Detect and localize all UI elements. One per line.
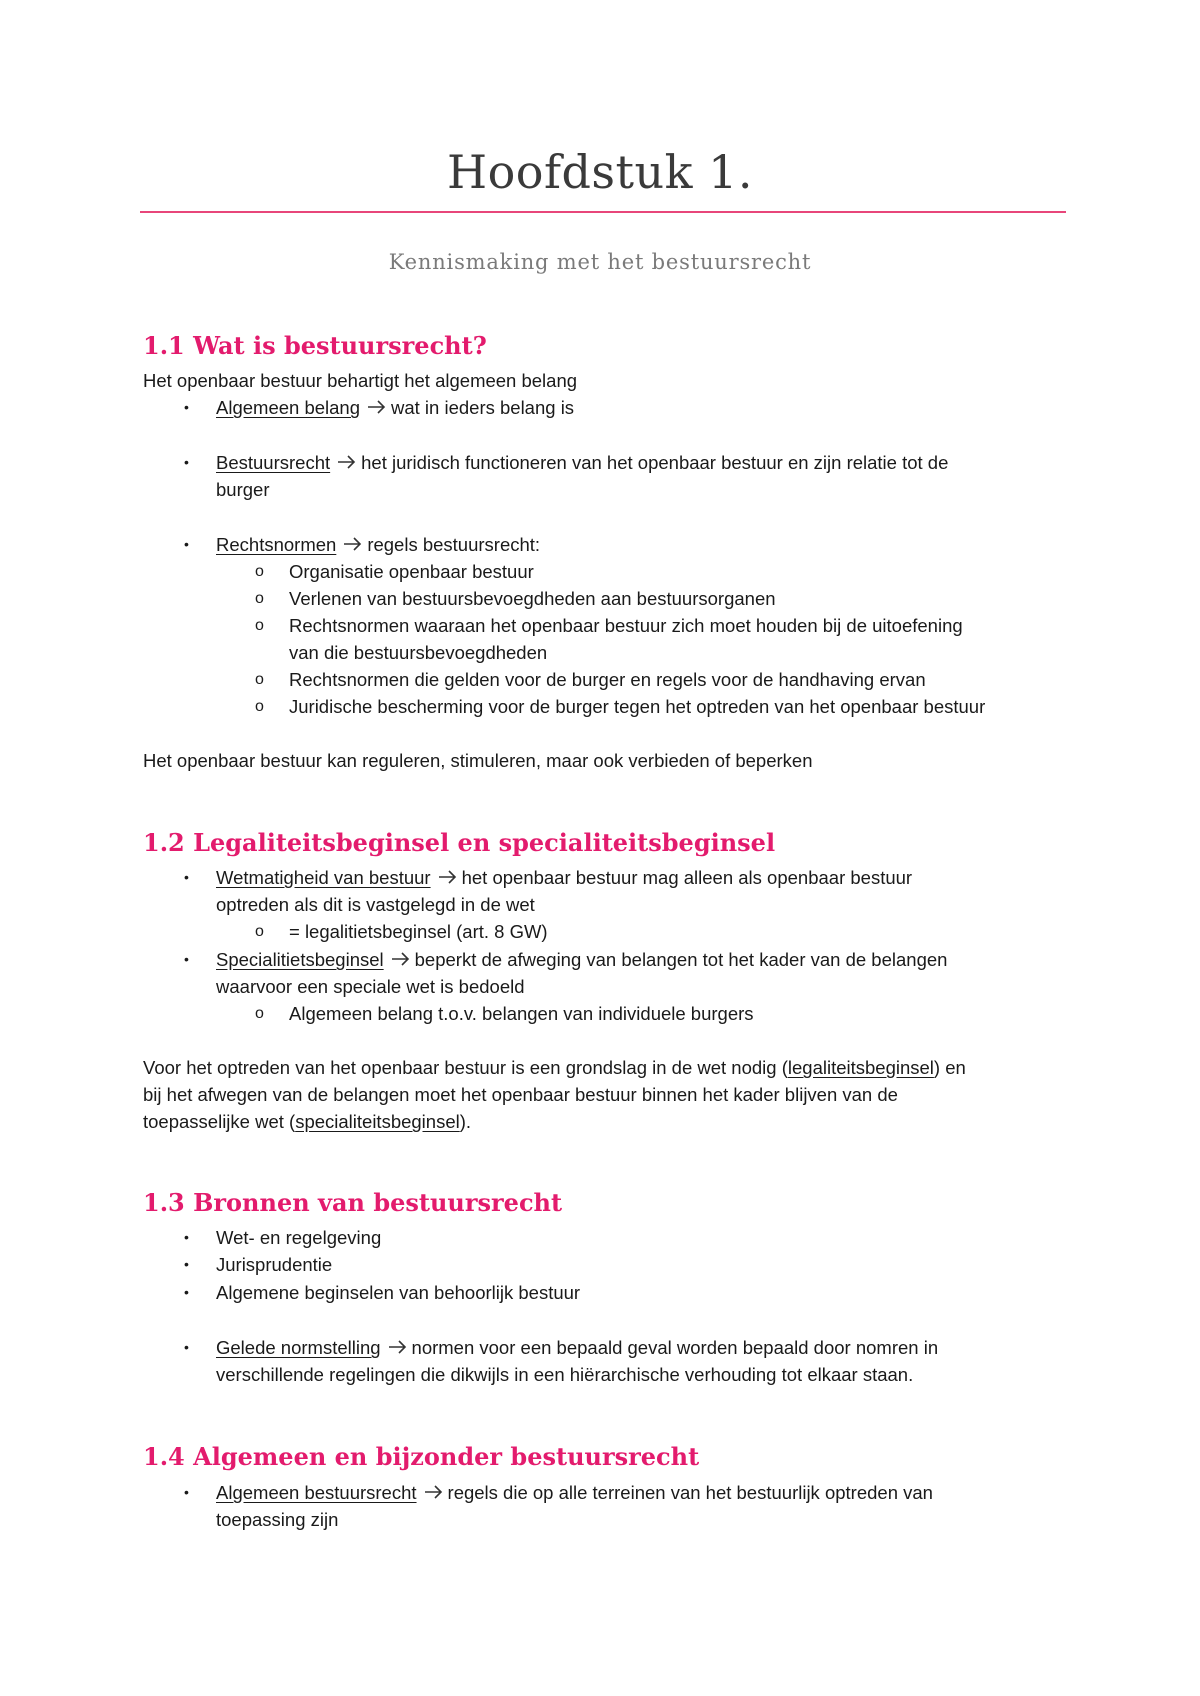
list-item <box>216 1334 938 1361</box>
paragraph-line <box>143 1054 966 1081</box>
sub-list-item: Rechtsnormen waaraan het openbaar bestuur zich moet houden bij de uitoefening <box>289 615 963 636</box>
list-item <box>216 531 540 558</box>
bullet: • <box>184 1256 189 1272</box>
list-item <box>216 864 912 891</box>
sub-list-item-continuation: van die bestuursbevoegdheden <box>289 642 548 663</box>
definition: het juridisch functioneren van het openbaar bestuur en zijn relatie tot de <box>361 452 949 473</box>
paragraph-line <box>143 1108 471 1135</box>
title-divider <box>140 211 1066 213</box>
bullet: • <box>184 536 189 552</box>
definition: wat in ieders belang is <box>391 397 575 418</box>
bullet: • <box>184 1284 189 1300</box>
bullet: • <box>184 869 189 885</box>
term: specialiteitsbeginsel <box>295 1111 460 1132</box>
term: Algemeen bestuursrecht <box>216 1482 417 1503</box>
section-heading-1-4: 1.4 Algemeen en bijzonder bestuursrecht <box>143 1442 700 1471</box>
term: Gelede normstelling <box>216 1337 381 1358</box>
bullet: • <box>184 951 189 967</box>
term: legaliteitsbeginsel <box>787 1057 934 1078</box>
section-heading-1-1: 1.1 Wat is bestuursrecht? <box>143 331 487 360</box>
list-item-continuation: verschillende regelingen die dikwijls in een hiërarchische verhouding tot elkaar staan. <box>216 1364 914 1385</box>
list-item-continuation: burger <box>216 479 270 500</box>
term: Wetmatigheid van bestuur <box>216 867 431 888</box>
section-heading-1-3: 1.3 Bronnen van bestuursrecht <box>143 1188 563 1217</box>
definition: regels bestuursrecht: <box>367 534 541 555</box>
page-title: Hoofdstuk 1. <box>446 145 754 199</box>
list-item <box>216 394 574 421</box>
list-item: Algemene beginselen van behoorlijk bestuur <box>216 1282 581 1303</box>
section-heading-1-2: 1.2 Legaliteitsbeginsel en specialiteitsbeginsel <box>143 828 776 857</box>
bullet: • <box>184 1229 189 1245</box>
list-item-continuation: toepassing zijn <box>216 1509 339 1530</box>
paragraph: Het openbaar bestuur behartigt het algemeen belang <box>143 370 578 391</box>
sub-bullet: o <box>255 671 264 688</box>
text: ) en <box>933 1057 966 1078</box>
definition: het openbaar bestuur mag alleen als openbaar bestuur <box>461 867 913 888</box>
arrow-right-icon <box>342 535 364 553</box>
bullet: • <box>184 399 189 415</box>
arrow-right-icon <box>390 950 412 968</box>
bullet: • <box>184 1339 189 1355</box>
text: Voor het optreden van het openbaar bestuur is een grondslag in de wet nodig ( <box>143 1057 788 1078</box>
bullet: • <box>184 454 189 470</box>
sub-bullet: o <box>255 617 264 634</box>
definition: normen voor een bepaald geval worden bepaald door nomren in <box>411 1337 939 1358</box>
sub-bullet: o <box>255 590 264 607</box>
page-subtitle: Kennismaking met het bestuursrecht <box>388 250 812 274</box>
sub-bullet: o <box>255 923 264 940</box>
paragraph: Het openbaar bestuur kan reguleren, stimuleren, maar ook verbieden of beperken <box>143 750 813 771</box>
arrow-right-icon <box>437 868 459 886</box>
list-item-continuation: optreden als dit is vastgelegd in de wet <box>216 894 535 915</box>
list-item: Jurisprudentie <box>216 1254 333 1275</box>
arrow-right-icon <box>336 453 358 471</box>
sub-list-item: Organisatie openbaar bestuur <box>289 561 534 582</box>
list-item <box>216 946 947 973</box>
term: Specialitietsbeginsel <box>216 949 384 970</box>
arrow-right-icon <box>366 398 388 416</box>
arrow-right-icon <box>387 1338 409 1356</box>
term: Rechtsnormen <box>216 534 337 555</box>
sub-bullet: o <box>255 563 264 580</box>
sub-list-item: Verlenen van bestuursbevoegdheden aan bestuursorganen <box>289 588 776 609</box>
sub-list-item: Algemeen belang t.o.v. belangen van individuele burgers <box>289 1003 754 1024</box>
definition: regels die op alle terreinen van het bestuurlijk optreden van <box>447 1482 933 1503</box>
definition: beperkt de afweging van belangen tot het kader van de belangen <box>414 949 948 970</box>
sub-list-item: Juridische bescherming voor de burger tegen het optreden van het openbaar bestuur <box>289 696 986 717</box>
arrow-right-icon <box>423 1483 445 1501</box>
list-item-continuation: waarvoor een speciale wet is bedoeld <box>216 976 525 997</box>
term: Algemeen belang <box>216 397 360 418</box>
list-item <box>216 1479 933 1506</box>
term: Bestuursrecht <box>216 452 331 473</box>
text: toepasselijke wet ( <box>143 1111 296 1132</box>
list-item <box>216 449 948 476</box>
sub-bullet: o <box>255 698 264 715</box>
list-item: Wet- en regelgeving <box>216 1227 382 1248</box>
text: ). <box>459 1111 472 1132</box>
sub-list-item: = legalitietsbeginsel (art. 8 GW) <box>289 921 548 942</box>
paragraph-line: bij het afwegen van de belangen moet het openbaar bestuur binnen het kader blijven van de <box>143 1084 898 1105</box>
sub-list-item: Rechtsnormen die gelden voor de burger en regels voor de handhaving ervan <box>289 669 926 690</box>
bullet: • <box>184 1484 189 1500</box>
sub-bullet: o <box>255 1005 264 1022</box>
